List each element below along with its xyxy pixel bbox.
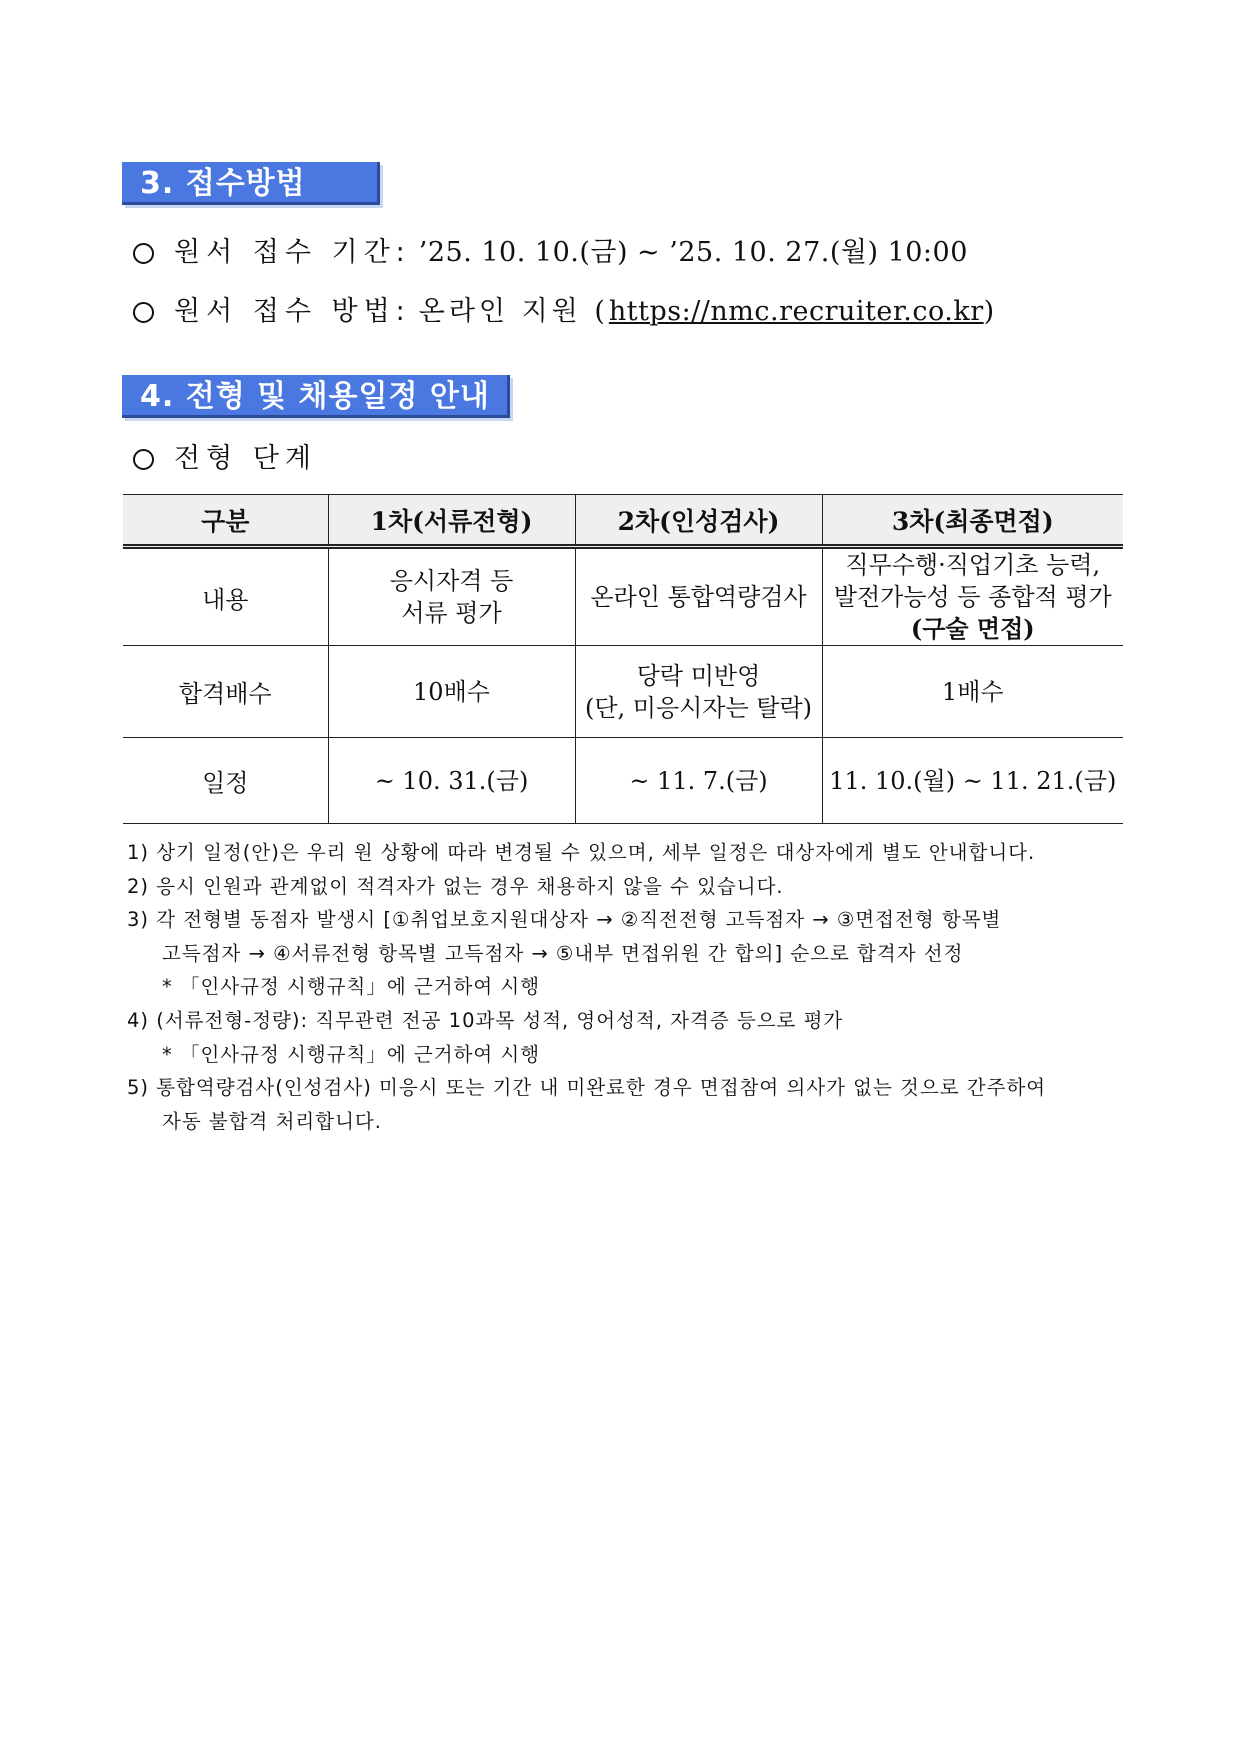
application-period-label: 원서 접수 기간: bbox=[174, 237, 411, 268]
note-item: * 「인사규정 시행규칙」에 근거하여 시행 bbox=[162, 975, 541, 999]
application-method-prefix: 온라인 지원 ( bbox=[418, 296, 609, 327]
screening-stages-label: 전형 단계 bbox=[174, 443, 317, 474]
table-header-row bbox=[123, 495, 1123, 547]
cell-stage1-multiplier bbox=[328, 646, 575, 738]
table-row bbox=[123, 547, 1123, 646]
cell-line: 응시자격 등 bbox=[389, 567, 514, 595]
cell-line: 온라인 통합역량검사 bbox=[590, 583, 807, 611]
section-3-title: 3. 접수방법 bbox=[140, 166, 306, 201]
row-label-content: 내용 bbox=[202, 585, 249, 614]
section-4-title: 4. 전형 및 채용일정 안내 bbox=[140, 379, 490, 414]
cell-stage2-schedule bbox=[575, 738, 822, 824]
cell-line: 직무수행·직업기초 능력, bbox=[845, 551, 1101, 579]
note-item: 1) 상기 일정(안)은 우리 원 상황에 따라 변경될 수 있으며, 세부 일정은 대상자에게 별도 안내합니다. bbox=[127, 841, 1036, 864]
application-method-suffix: ) bbox=[983, 296, 995, 327]
screening-schedule-table bbox=[123, 494, 1123, 824]
table-row bbox=[123, 646, 1123, 738]
note-item: 자동 불합격 처리합니다. bbox=[162, 1109, 382, 1133]
row-label-multiplier: 합격배수 bbox=[178, 680, 272, 708]
cell-stage3-schedule bbox=[822, 738, 1123, 824]
cell-stage1-content bbox=[328, 547, 575, 646]
cell-line: 발전가능성 등 종합적 평가 bbox=[833, 583, 1112, 611]
note-item: 3) 각 전형별 동점자 발생시 [①취업보호지원대상자 → ②직전전형 고득점자 → ③면접전형 항목별 bbox=[127, 908, 1002, 932]
circle-bullet-icon bbox=[133, 302, 154, 323]
cell-line: 1배수 bbox=[941, 677, 1004, 706]
row-label-schedule: 일정 bbox=[202, 769, 249, 797]
application-period-value: ’25. 10. 10.(금) ~ ’25. 10. 27.(월) 10:00 bbox=[418, 237, 968, 268]
note-item: * 「인사규정 시행규칙」에 근거하여 시행 bbox=[162, 1042, 541, 1066]
cell-line: 11. 10.(월) ~ 11. 21.(금) bbox=[829, 766, 1117, 795]
circle-bullet-icon bbox=[133, 243, 154, 264]
cell-stage3-content bbox=[822, 547, 1123, 646]
recruiter-link[interactable]: https://nmc.recruiter.co.kr bbox=[608, 296, 984, 327]
note-item: 고득점자 → ④서류전형 항목별 고득점자 → ⑤내부 면접위원 간 합의] 순으로 합격자 선정 bbox=[162, 941, 964, 965]
application-period-line bbox=[133, 235, 968, 271]
header-category: 구분 bbox=[201, 506, 250, 536]
cell-stage1-schedule bbox=[328, 738, 575, 824]
application-method-line bbox=[133, 294, 995, 330]
cell-line: ~ 11. 7.(금) bbox=[629, 766, 768, 795]
notes-list bbox=[127, 836, 1127, 1138]
cell-stage2-multiplier bbox=[575, 646, 822, 738]
header-stage-3: 3차(최종면접) bbox=[822, 495, 1123, 547]
cell-stage3-multiplier bbox=[822, 646, 1123, 738]
table-row bbox=[123, 738, 1123, 824]
cell-line: 당락 미반영 bbox=[636, 661, 761, 690]
section-4-header bbox=[122, 375, 510, 418]
cell-line: ~ 10. 31.(금) bbox=[374, 766, 529, 795]
section-3-header bbox=[122, 162, 380, 205]
circle-bullet-icon bbox=[133, 449, 154, 470]
cell-stage2-content bbox=[575, 547, 822, 646]
cell-line: 서류 평가 bbox=[401, 599, 502, 627]
header-stage-2: 2차(인성검사) bbox=[575, 495, 822, 547]
application-method-label: 원서 접수 방법: bbox=[174, 296, 411, 327]
screening-stages-line bbox=[133, 441, 325, 477]
note-item: 2) 응시 인원과 관계없이 적격자가 없는 경우 채용하지 않을 수 있습니다. bbox=[127, 874, 784, 898]
cell-line: (단, 미응시자는 탈락) bbox=[584, 693, 813, 722]
cell-line: 10배수 bbox=[413, 677, 490, 706]
note-item: 4) (서류전형-정량): 직무관련 전공 10과목 성적, 영어성적, 자격증 등으로 평가 bbox=[127, 1008, 844, 1032]
cell-line-bold: (구술 면접) bbox=[910, 614, 1035, 643]
header-stage-1: 1차(서류전형) bbox=[328, 495, 575, 547]
note-item: 5) 통합역량검사(인성검사) 미응시 또는 기간 내 미완료한 경우 면접참여 의사가 없는 것으로 간주하여 bbox=[127, 1076, 1047, 1100]
